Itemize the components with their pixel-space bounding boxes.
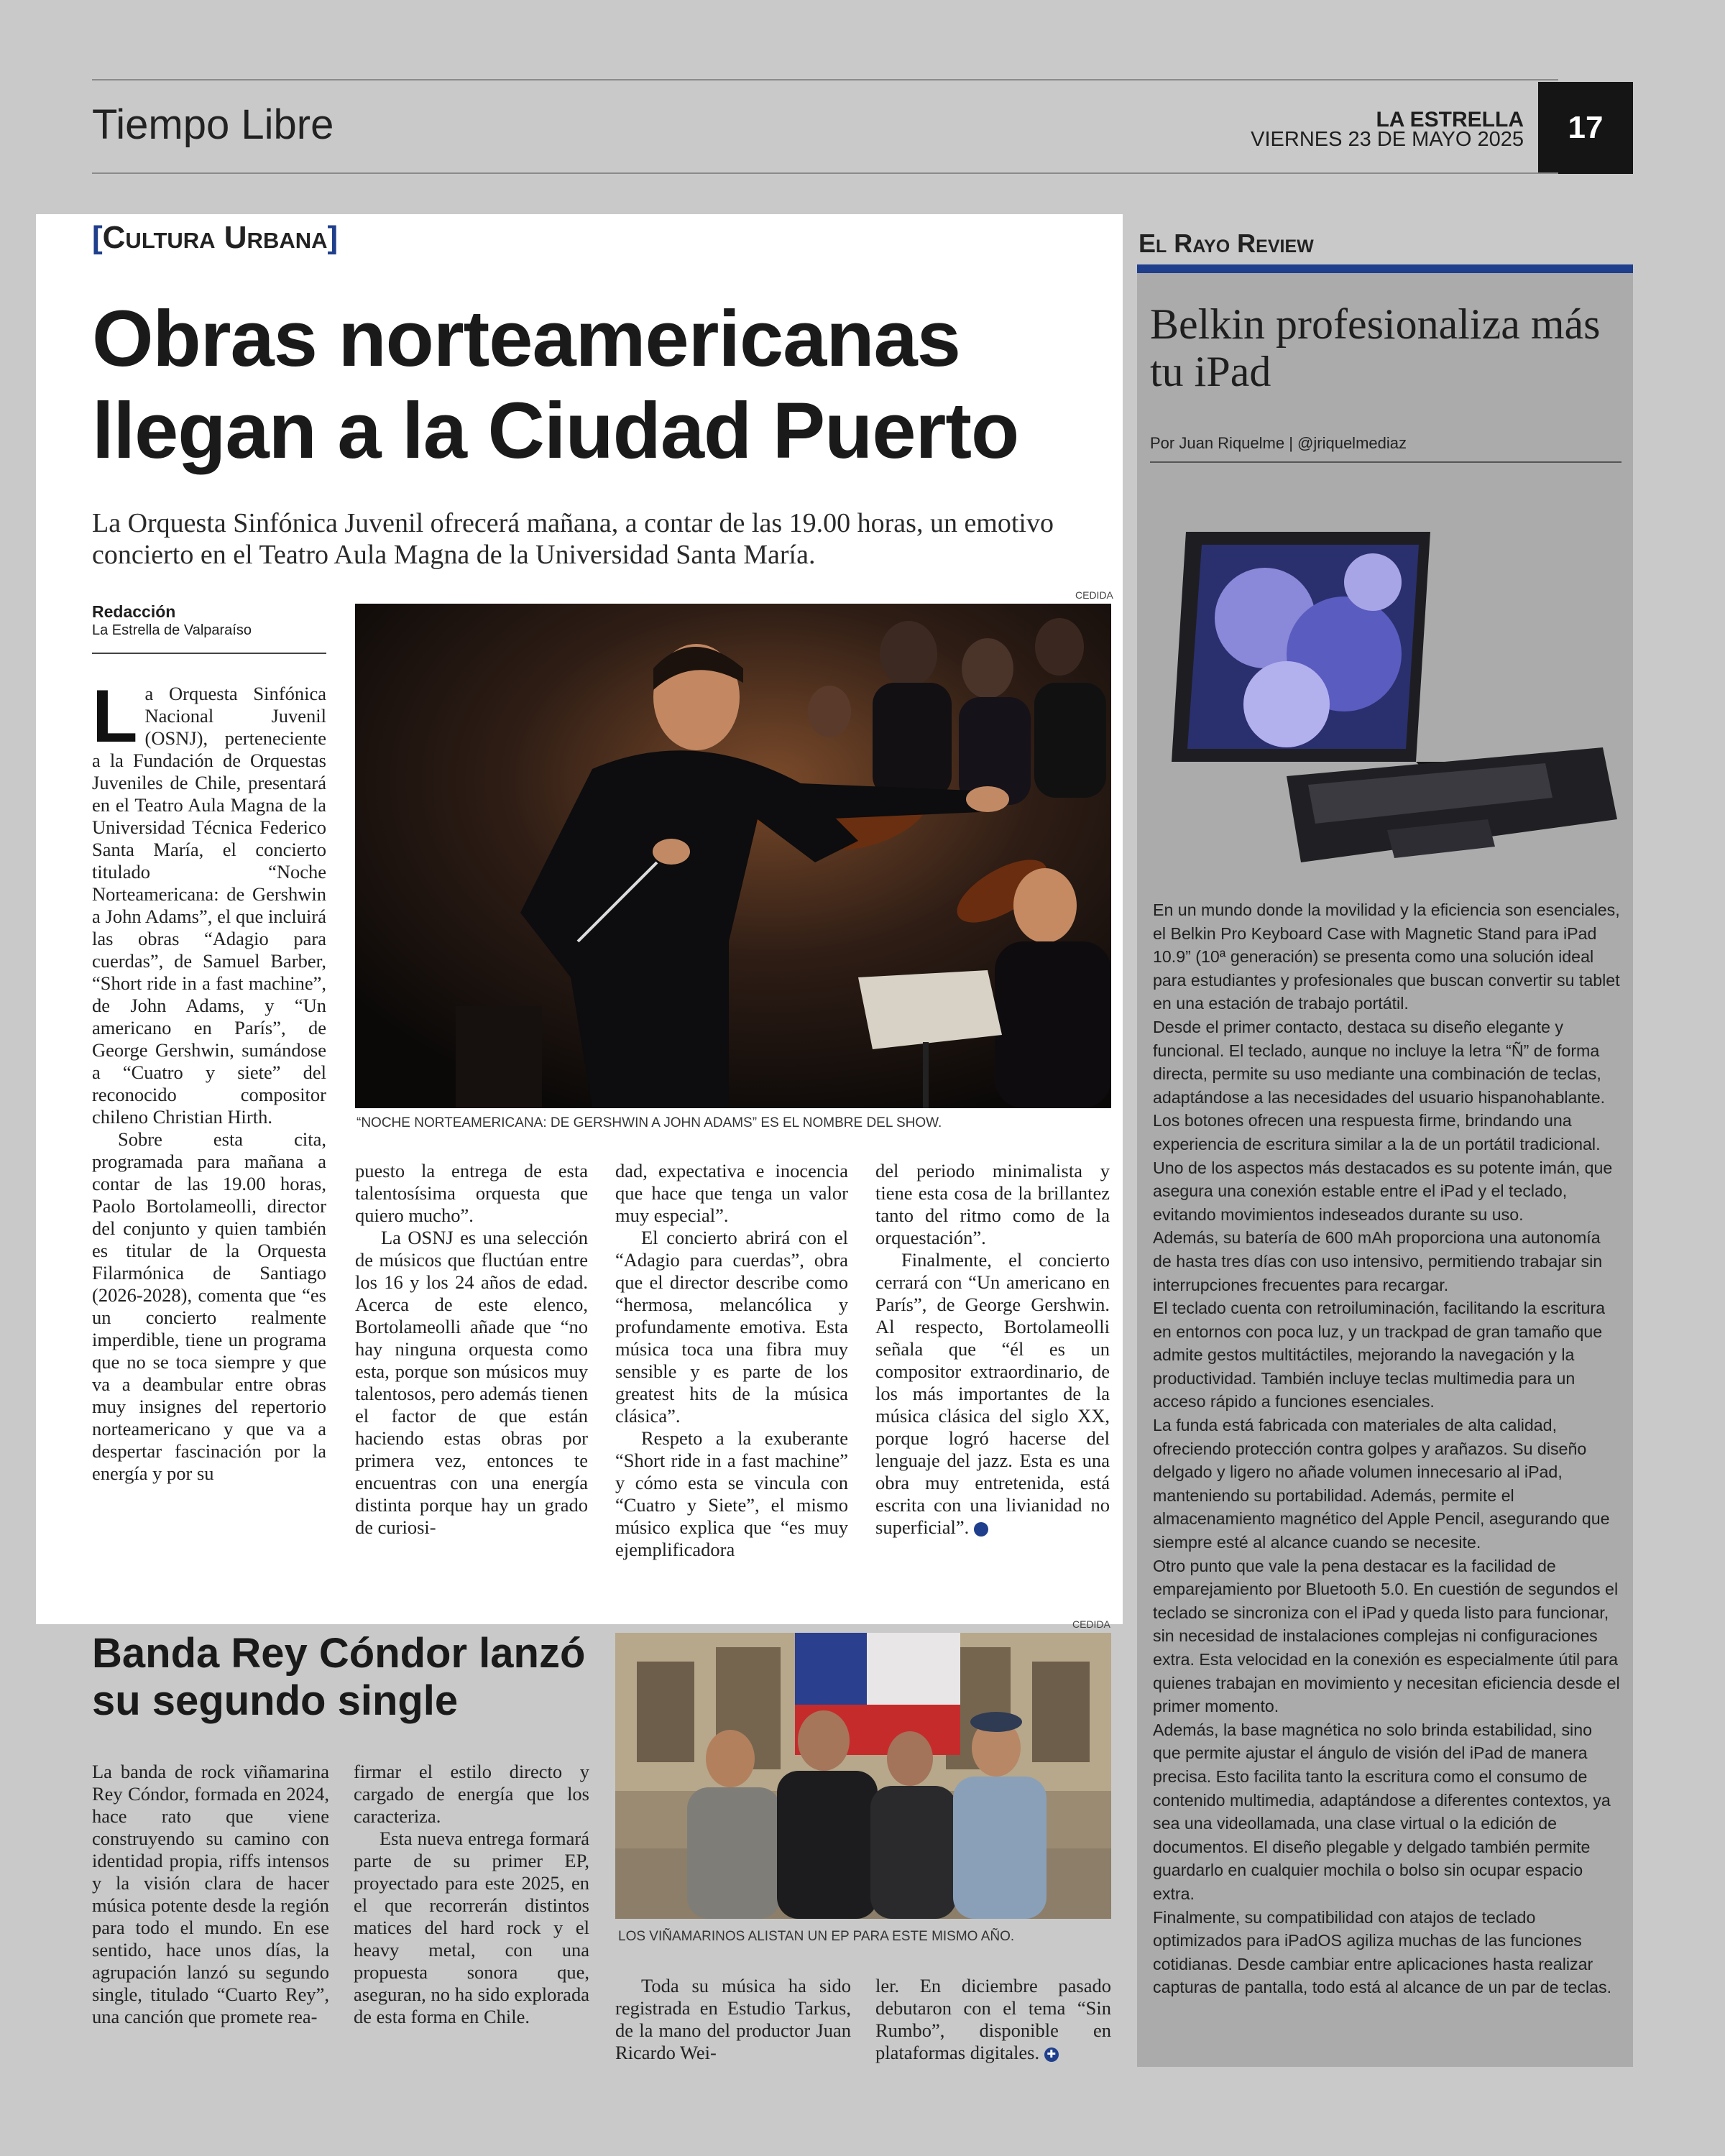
sidebar-paragraph: Finalmente, su compatibilidad con atajos de teclado optimizados para iPadOS agiliza muchas de las funciones cotidianas. Desde cambiar entre aplicaciones hasta realizar capturas de pantalla, todo está al alcance de un par de teclas.	[1153, 1907, 1612, 1997]
byline-org: La Estrella de Valparaíso	[92, 622, 252, 638]
bottom-paragraph: La banda de rock viñamarina Rey Cóndor, formada en 2024, hace rato que viene construyendo su camino con identidad propia, riffs intensos y la visión clara de hacer música potente desde la región para todo el mundo. En ese sentido, hace unos días, la agrupación lanzó su segundo single, titulado “Cuarto Rey”, una canción que promete rea-	[92, 1761, 329, 2027]
main-paragraph: a Orquesta Sinfónica Nacional Juvenil (OSNJ), perteneciente a la Fundación de Orquestas Juveniles de Chile, presentará en el Teatro Aula Magna de la Universidad Técnica Federico Santa María, el concierto titulado “Noche Norteamericana: de Gershwin a John Adams”, el que incluirá las obras “Adagio para cuerdas”, de Samuel Barber, “Short ride in a fast machine”, de John Adams, y “Un americano en París”, de George Gershwin, sumándose a “Cuatro y siete” del reconocido compositor chileno Christian Hirth.	[92, 683, 326, 1128]
sidebar-paragraph: La funda está fabricada con materiales de alta calidad, ofreciendo protección contra golpes y arañazos. Su diseño delgado y ligero no añade volumen innecesario al iPad, manteniendo su portabilidad. Además, permite el almacenamiento magnético del Apple Pencil, asegurando que siempre esté al alcance cuando se necesite.	[1153, 1416, 1610, 1552]
sidebar-byline: Por Juan Riquelme | @jriquelmediaz	[1150, 434, 1407, 452]
section-name: Tiempo Libre	[92, 101, 334, 148]
sidebar-paragraph: Desde el primer contacto, destaca su diseño elegante y funcional. El teclado, aunque no incluye la letra “Ñ” de forma directa, permite su uso mediante una combinación de teclas, adaptándose a las necesidades del usuario hispanohablante. Los botones ofrecen una respuesta firme, brindando una experiencia de escritura similar a la de un portátil tradicional.	[1153, 1017, 1606, 1153]
bottom-column-3	[615, 1975, 851, 2064]
end-mark-icon: ✚	[1044, 2047, 1059, 2062]
main-column-4	[875, 1160, 1110, 1539]
header-top-rule	[92, 79, 1558, 80]
sidebar-title: Belkin profesionaliza más tu iPad	[1150, 300, 1601, 395]
byline-name: Redacción	[92, 602, 176, 621]
band-photo-credit: CEDIDA	[1072, 1618, 1110, 1630]
header-bottom-rule	[92, 172, 1558, 174]
sidebar-paragraph: Además, su batería de 600 mAh proporciona una autonomía de hasta tres días con uso intensivo, permitiendo trabajar sin interrupciones frecuentes para recargar.	[1153, 1228, 1603, 1294]
main-column-1	[92, 675, 326, 1485]
concert-photo	[355, 604, 1111, 1108]
band-photo-caption: LOS VIÑAMARINOS ALISTAN UN EP PARA ESTE MISMO AÑO.	[618, 1929, 1015, 1944]
main-paragraph: La OSNJ es una selección de músicos que fluctúan entre los 16 y los 24 años de edad. Acerca de este elenco, Bortolameolli añade que “no hay ninguna orquesta como esta, porque son músicos muy talentosos, pero además tienen el factor de que están haciendo estas obras por primera vez, entonces te encuentras con una energía distinta porque hay un grado de curiosi-	[355, 1227, 588, 1538]
sidebar-rule	[1137, 264, 1633, 273]
sidebar-paragraph: En un mundo donde la movilidad y la eficiencia son esenciales, el Belkin Pro Keyboard Case with Magnetic Stand para iPad 10.9” (10ª generación) se presenta como una solución ideal para estudiantes y profesionales que buscan convertir su tablet en una estación de trabajo portátil.	[1153, 900, 1620, 1013]
main-headline: Obras norteamericanas llegan a la Ciudad Puerto	[92, 295, 1019, 475]
sidebar-byline-rule	[1150, 461, 1622, 463]
band-photo	[615, 1633, 1111, 1919]
bottom-paragraph: Toda su música ha sido registrada en Estudio Tarkus, de la mano del productor Juan Ricardo Wei-	[615, 1975, 851, 2063]
concert-photo-caption: “NOCHE NORTEAMERICANA: DE GERSHWIN A JOHN ADAMS” ES EL NOMBRE DEL SHOW.	[356, 1115, 942, 1130]
issue-date: VIERNES 23 DE MAYO 2025	[1251, 128, 1524, 151]
bottom-column-2	[354, 1761, 589, 2028]
sidebar-paragraph: El teclado cuenta con retroiluminación, facilitando la escritura en entornos con poca luz, y un trackpad de gran tamaño que admite gestos multitáctiles, mejorando la navegación y la productividad. También incluye teclas multimedia para un acceso rápido a funciones esenciales.	[1153, 1299, 1605, 1411]
main-paragraph: dad, expectativa e inocencia que hace que tenga un valor muy especial”.	[615, 1160, 848, 1226]
sidebar-paragraph: Además, la base magnética no solo brinda estabilidad, sino que permite ajustar el ángulo de visión del iPad de manera precisa. Esto facilita tanto la escritura como el consumo de contenido multimedia, adaptándose a diferentes contextos, ya sea una videollamada, una clase virtual o la edición de documentos. El diseño plegable y delgado también permite guardarlo en cualquier mochila o bolso sin ocupar espacio extra.	[1153, 1720, 1611, 1903]
drop-cap: L	[92, 675, 138, 758]
main-paragraph: puesto la entrega de esta talentosísima orquesta que quiero mucho”.	[355, 1160, 588, 1226]
bottom-paragraph: ler. En diciembre pasado debutaron con el tema “Sin Rumbo”, disponible en plataformas digitales.	[875, 1975, 1111, 2063]
newspaper-name: LA ESTRELLA	[1376, 108, 1524, 132]
main-paragraph: del periodo minimalista y tiene esta cosa de la brillantez tanto del ritmo como de la orquestación”.	[875, 1160, 1110, 1248]
ipad-keyboard-photo	[1143, 503, 1632, 884]
bottom-column-1	[92, 1761, 329, 2028]
main-paragraph: Respeto a la exuberante “Short ride in a fast machine” y cómo esta se vincula con “Cuatro y Siete”, el mismo músico explica que “es muy ejemplificadora	[615, 1427, 848, 1560]
byline-rule	[92, 653, 326, 654]
bottom-headline: Banda Rey Cóndor lanzó su segundo single	[92, 1630, 586, 1724]
sidebar-paragraph: Otro punto que vale la pena destacar es la facilidad de emparejamiento por Bluetooth 5.0. En cuestión de segundos el teclado se sincroniza con el iPad y queda listo para funcionar, sin necesidad de instalaciones complejas ni configuraciones extra. Esta velocidad en la conexión es especialmente útil para quienes trabajan en movimiento y necesitan eficiencia desde el primer momento.	[1153, 1556, 1620, 1716]
page-number: 17	[1538, 82, 1633, 174]
bottom-paragraph: Esta nueva entrega formará parte de su primer EP, proyectado para este 2025, en el que recorrerán distintos matices del hard rock y el heavy metal, con una propuesta sonora que, aseguran, no ha sido explorada de esta forma en Chile.	[354, 1828, 589, 2027]
end-mark-icon: ✚	[974, 1522, 988, 1537]
bottom-column-4	[875, 1975, 1111, 2064]
concert-photo-credit: CEDIDA	[1075, 589, 1113, 601]
main-column-2	[355, 1160, 588, 1539]
sidebar-paragraph: Uno de los aspectos más destacados es su potente imán, que asegura una conexión estable entre el iPad y el teclado, evitando movimientos indeseados durante su uso.	[1153, 1158, 1613, 1224]
main-column-3	[615, 1160, 848, 1561]
main-paragraph: Finalmente, el concierto cerrará con “Un americano en París”, de George Gershwin. Al respecto, Bortolameolli señala que “él es un compositor extraordinario, de los más importantes de la música clásica del siglo XX, porque logró hacerse del lenguaje del jazz. Esta es una obra muy entretenida, está escrita con una livianidad no superficial”.	[875, 1249, 1110, 1538]
sidebar-label: El Rayo Review	[1138, 229, 1314, 258]
main-deck: La Orquesta Sinfónica Juvenil ofrecerá mañana, a contar de las 19.00 horas, un emotivo concierto en el Teatro Aula Magna de la Universidad Santa María.	[92, 508, 1054, 570]
main-paragraph: El concierto abrirá con el “Adagio para cuerdas”, obra que el director describe como “hermosa, melancólica y profundamente emotiva. Esta música toca una fibra muy sensible y es parte de los greatest hits de la música clásica”.	[615, 1227, 848, 1427]
article-kicker: [Cultura Urbana]	[92, 220, 339, 255]
main-paragraph: Sobre esta cita, programada para mañana a contar de las 19.00 horas, Paolo Bortolameolli, director del conjunto y quien también es titular de la Orquesta Filarmónica de Santiago (2026-2028), comenta que “es un concierto realmente imperdible, tiene un programa que no se toca siempre y que va a deambular entre obras muy insignes del repertorio norteamericano y que va a despertar fascinación por la energía y por su	[92, 1128, 326, 1484]
bottom-paragraph: firmar el estilo directo y cargado de energía que los caracteriza.	[354, 1761, 589, 1827]
sidebar-body	[1153, 898, 1620, 1999]
